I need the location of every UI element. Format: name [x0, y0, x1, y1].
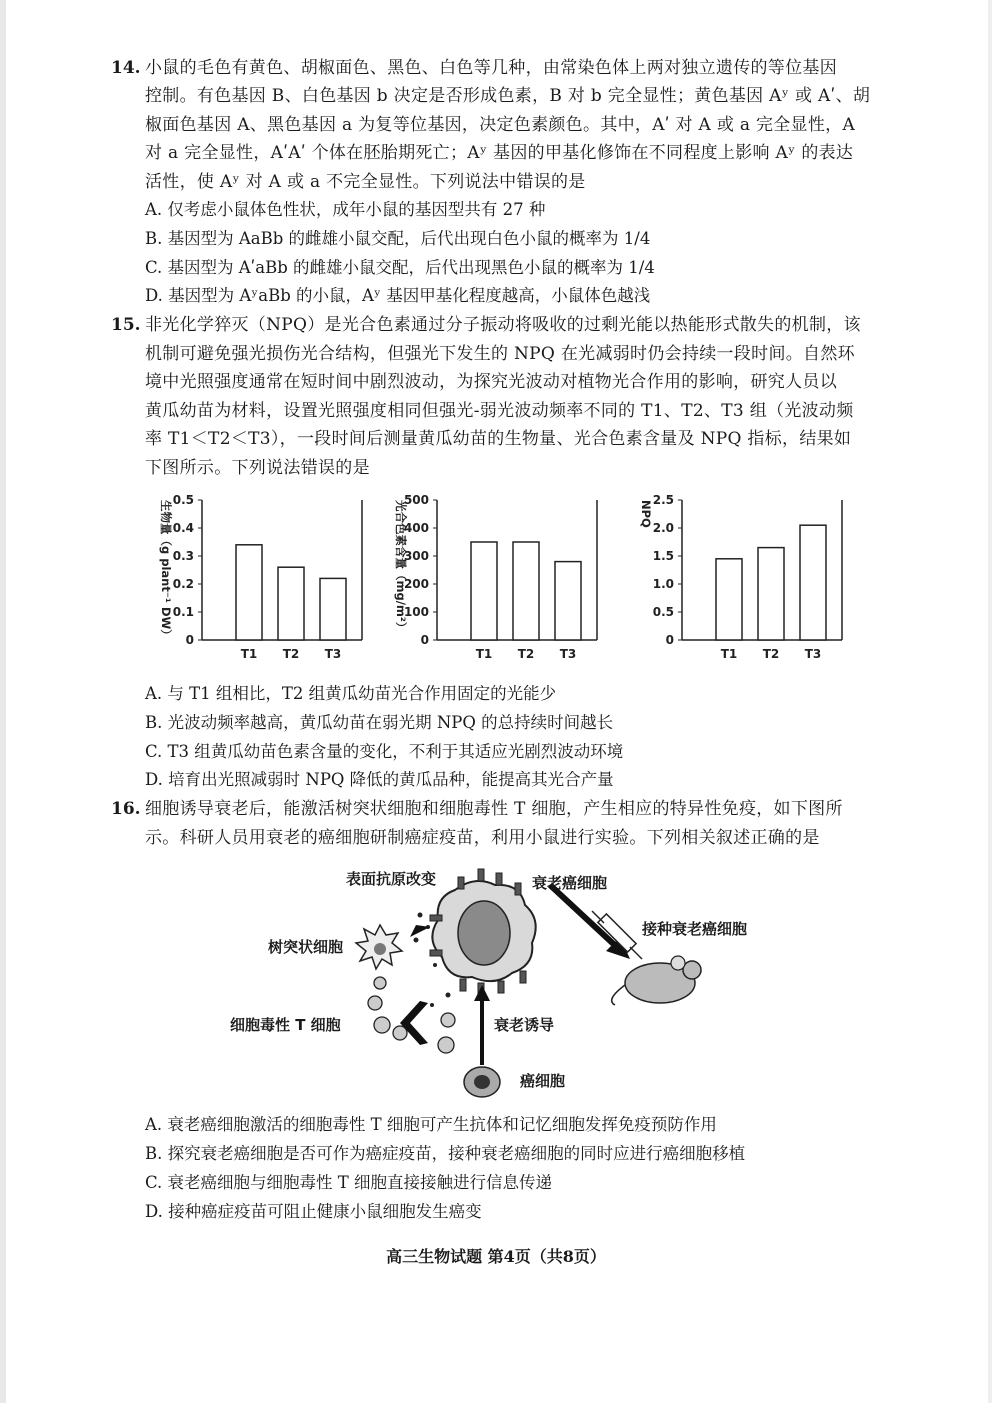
q15-number: 15. — [111, 315, 141, 335]
q14-line: 活性，使 Aʸ 对 A 或 a 不完全显性。下列说法中错误的是 — [145, 172, 586, 192]
y-tick-label: 300 — [403, 549, 429, 563]
y-tick-label: 500 — [403, 493, 429, 507]
bar-T1 — [471, 542, 497, 640]
bar-T3 — [320, 578, 346, 640]
y-tick-label: 0 — [185, 633, 194, 647]
q14-option-a: A. 仅考虑小鼠体色性状，成年小鼠的基因型共有 27 种 — [145, 200, 546, 219]
senescent-cancer-cell-graphic — [430, 869, 536, 995]
y-axis-label: NPQ — [639, 500, 653, 528]
y-tick-label: 1.0 — [652, 577, 674, 591]
x-tick-label: T2 — [282, 647, 300, 661]
bar-T1 — [716, 559, 742, 640]
y-tick-label: 1.5 — [652, 549, 674, 563]
label-cytotoxic-t-cell: 细胞毒性 T 细胞 — [230, 1016, 341, 1034]
q15-option-d: D. 培育出光照减弱时 NPQ 降低的黄瓜品种，能提高其光合产量 — [145, 770, 614, 789]
q15-line: 机制可避免强光损伤光合结构，但强光下发生的 NPQ 在光减弱时仍会持续一段时间。自然环 — [145, 344, 855, 364]
pigment-chart — [385, 488, 610, 668]
bar-T3 — [555, 562, 581, 640]
biomass-chart — [150, 488, 375, 668]
y-axis-label: 光合色素含量（mg/m²） — [394, 500, 408, 634]
label-senescent-cancer-cell: 衰老癌细胞 — [532, 874, 608, 892]
y-tick-label: 0.3 — [172, 549, 194, 563]
mouse-graphic — [612, 956, 701, 1005]
npq-chart — [630, 488, 855, 668]
page-footer: 高三生物试题 第4页（共8页） — [386, 1247, 606, 1266]
y-tick-label: 2.5 — [652, 493, 674, 507]
y-tick-label: 0.2 — [172, 577, 194, 591]
q15-line: 境中光照强度通常在短时间中剧烈波动，为探究光波动对植物光合作用的影响，研究人员以 — [145, 372, 837, 392]
q15-line: 黄瓜幼苗为材料，设置光照强度相同但强光-弱光波动频率不同的 T1、T2、T3 组（光波动频 — [145, 401, 854, 421]
q15-line: 下图所示。下列说法错误的是 — [145, 458, 370, 478]
q16-option-a: A. 衰老癌细胞激活的细胞毒性 T 细胞可产生抗体和记忆细胞发挥免疫预防作用 — [145, 1115, 717, 1134]
x-tick-label: T1 — [240, 647, 258, 661]
bar-T2 — [758, 548, 784, 640]
cancer-cell-graphic — [464, 1067, 500, 1097]
scan-right-edge — [988, 0, 992, 1403]
immunity-diagram — [220, 855, 780, 1100]
q15-option-a: A. 与 T1 组相比，T2 组黄瓜幼苗光合作用固定的光能少 — [145, 684, 557, 703]
q15-option-b: B. 光波动频率越高，黄瓜幼苗在弱光期 NPQ 的总持续时间越长 — [145, 713, 614, 732]
x-tick-label: T3 — [559, 647, 577, 661]
q15-line: 率 T1＜T2＜T3），一段时间后测量黄瓜幼苗的生物量、光合色素含量及 NPQ 指标，结果如 — [145, 429, 852, 449]
x-tick-label: T1 — [720, 647, 738, 661]
q16-line: 细胞诱导衰老后，能激活树突状细胞和细胞毒性 T 细胞，产生相应的特异性免疫，如下图所 — [145, 799, 843, 819]
x-tick-label: T2 — [517, 647, 535, 661]
y-axis-label: 生物量（g plant⁻¹ DW） — [159, 500, 173, 641]
q14-number: 14. — [111, 58, 141, 78]
label-cancer-cell: 癌细胞 — [520, 1072, 566, 1090]
y-tick-label: 0.4 — [172, 521, 194, 535]
y-tick-label: 100 — [403, 605, 429, 619]
bar-T1 — [236, 545, 262, 640]
y-tick-label: 0.5 — [172, 493, 194, 507]
q16-line: 示。科研人员用衰老的癌细胞研制癌症疫苗，利用小鼠进行实验。下列相关叙述正确的是 — [145, 828, 820, 848]
y-tick-label: 0 — [665, 633, 674, 647]
y-tick-label: 0.5 — [652, 605, 674, 619]
label-induction: 衰老诱导 — [494, 1016, 555, 1034]
x-tick-label: T3 — [804, 647, 822, 661]
x-tick-label: T3 — [324, 647, 342, 661]
q16-option-d: D. 接种癌症疫苗可阻止健康小鼠细胞发生癌变 — [145, 1202, 482, 1221]
bar-T3 — [800, 525, 826, 640]
q14-option-c: C. 基因型为 AʹaBb 的雌雄小鼠交配，后代出现黑色小鼠的概率为 1/4 — [145, 258, 655, 277]
bar-T2 — [513, 542, 539, 640]
x-tick-label: T1 — [475, 647, 493, 661]
x-tick-label: T2 — [762, 647, 780, 661]
q14-option-b: B. 基因型为 AaBb 的雌雄小鼠交配，后代出现白色小鼠的概率为 1/4 — [145, 229, 651, 248]
q16-number: 16. — [111, 799, 141, 819]
y-tick-label: 2.0 — [652, 521, 674, 535]
q14-line: 控制。有色基因 B、白色基因 b 决定是否形成色素，B 对 b 完全显性；黄色基因 Aʸ 或 Aʹ、胡 — [145, 86, 871, 106]
q14-line: 椒面色基因 A、黑色基因 a 为复等位基因，决定色素颜色。其中，Aʹ 对 A 或 a 完全显性，A — [145, 115, 856, 135]
q16-option-c: C. 衰老癌细胞与细胞毒性 T 细胞直接接触进行信息传递 — [145, 1173, 553, 1192]
q14-line: 对 a 完全显性，AʹAʹ 个体在胚胎期死亡；Aʸ 基因的甲基化修饰在不同程度上影响 Aʸ 的表达 — [145, 143, 854, 163]
bar-T2 — [278, 567, 304, 640]
label-dendritic-cell: 树突状细胞 — [268, 938, 344, 956]
y-tick-label: 0.1 — [172, 605, 194, 619]
label-inoculate: 接种衰老癌细胞 — [642, 920, 748, 938]
scan-left-edge — [0, 0, 6, 1403]
dendritic-cell-graphic — [356, 925, 402, 969]
label-surface-antigen: 表面抗原改变 — [346, 870, 437, 888]
y-tick-label: 0 — [420, 633, 429, 647]
q15-option-c: C. T3 组黄瓜幼苗色素含量的变化，不利于其适应光剧烈波动环境 — [145, 742, 624, 761]
q15-line: 非光化学猝灭（NPQ）是光合色素通过分子振动将吸收的过剩光能以热能形式散失的机制，该 — [145, 315, 861, 335]
y-tick-label: 200 — [403, 577, 429, 591]
q16-option-b: B. 探究衰老癌细胞是否可作为癌症疫苗，接种衰老癌细胞的同时应进行癌细胞移植 — [145, 1144, 746, 1163]
q14-option-d: D. 基因型为 AʸaBb 的小鼠，Aʸ 基因甲基化程度越高，小鼠体色越浅 — [145, 286, 651, 305]
y-tick-label: 400 — [403, 521, 429, 535]
q14-line: 小鼠的毛色有黄色、胡椒面色、黑色、白色等几种，由常染色体上两对独立遗传的等位基因 — [145, 58, 837, 78]
